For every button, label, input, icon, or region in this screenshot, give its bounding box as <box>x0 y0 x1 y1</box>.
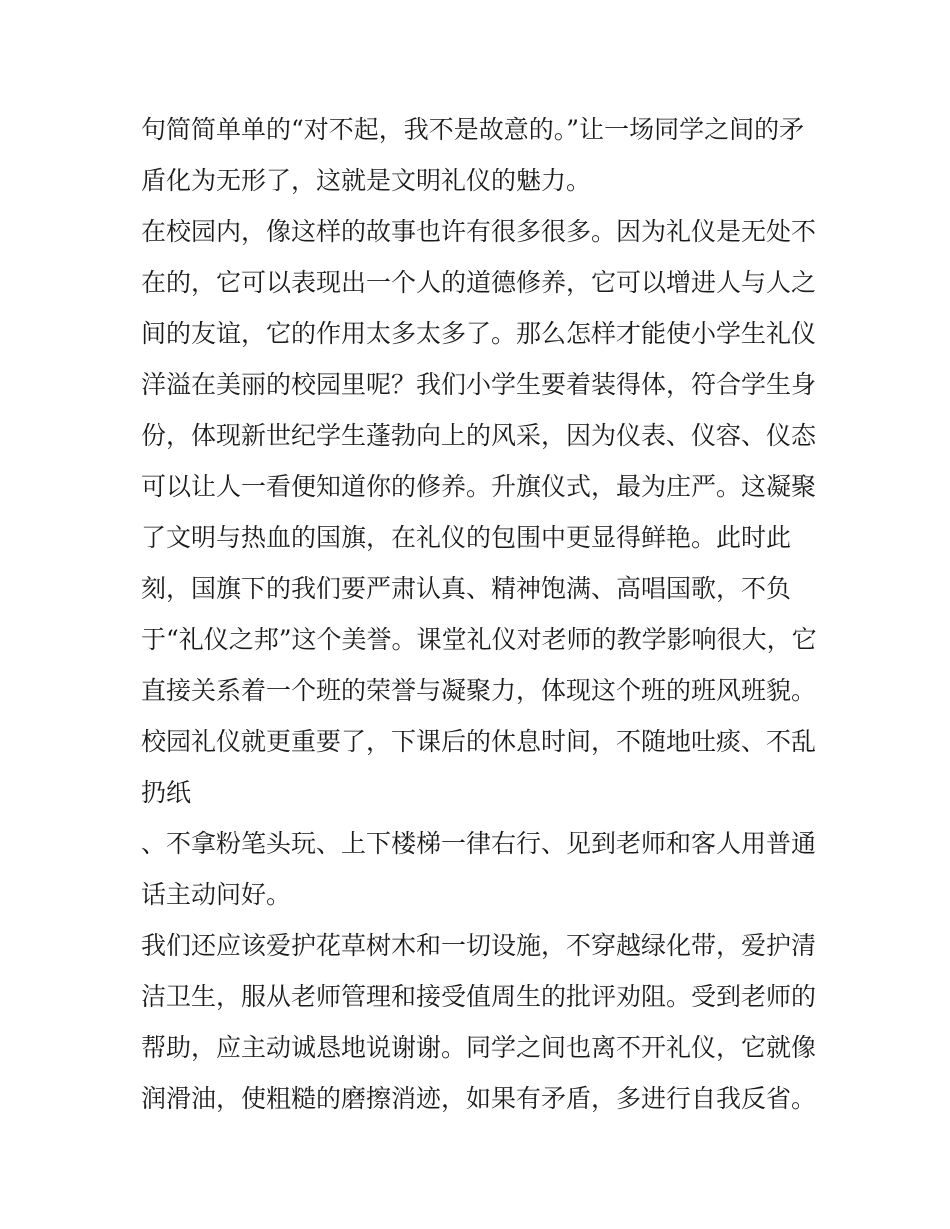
text-line: 份，体现新世纪学生蓬勃向上的风采，因为仪表、仪容、仪态 <box>141 421 817 450</box>
text-line: 于“礼仪之邦”这个美誉。课堂礼仪对老师的教学影响很大，它 <box>141 625 817 654</box>
text-line: 润滑油，使粗糙的磨擦消迹，如果有矛盾，多进行自我反省。 <box>141 1084 817 1113</box>
body-text <box>141 104 821 1124</box>
text-line: 在的，它可以表现出一个人的道德修养，它可以增进人与人之 <box>141 268 817 297</box>
text-line: 洁卫生，服从老师管理和接受值周生的批评劝阻。受到老师的 <box>141 982 817 1011</box>
text-line: 间的友谊，它的作用太多太多了。那么怎样才能使小学生礼仪 <box>141 319 817 348</box>
text-line: 帮助，应主动诚恳地说谢谢。同学之间也离不开礼仪，它就像 <box>141 1033 817 1062</box>
text-line: 直接关系着一个班的荣誉与凝聚力，体现这个班的班风班貌。 <box>141 676 817 705</box>
text-line: 在校园内，像这样的故事也许有很多很多。因为礼仪是无处不 <box>141 217 817 246</box>
text-line: 我们还应该爱护花草树木和一切设施，不穿越绿化带，爱护清 <box>141 931 817 960</box>
text-line: 校园礼仪就更重要了，下课后的休息时间，不随地吐痰、不乱 <box>141 727 817 756</box>
text-line: 、不拿粉笔头玩、上下楼梯一律右行、见到老师和客人用普通 <box>141 829 817 858</box>
text-line: 话主动问好。 <box>141 880 292 909</box>
text-line: 句简简单单的“对不起，我不是故意的。”让一场同学之间的矛 <box>141 115 805 144</box>
text-line: 盾化为无形了，这就是文明礼仪的魅力。 <box>141 166 592 195</box>
text-line: 刻，国旗下的我们要严肃认真、精神饱满、高唱国歌，不负 <box>141 574 792 603</box>
text-line: 洋溢在美丽的校园里呢？我们小学生要着装得体，符合学生身 <box>141 370 817 399</box>
text-line: 可以让人一看便知道你的修养。升旗仪式，最为庄严。这凝聚 <box>141 472 817 501</box>
text-line: 扔纸 <box>141 778 192 807</box>
text-line: 了文明与热血的国旗，在礼仪的包围中更显得鲜艳。此时此 <box>141 523 792 552</box>
